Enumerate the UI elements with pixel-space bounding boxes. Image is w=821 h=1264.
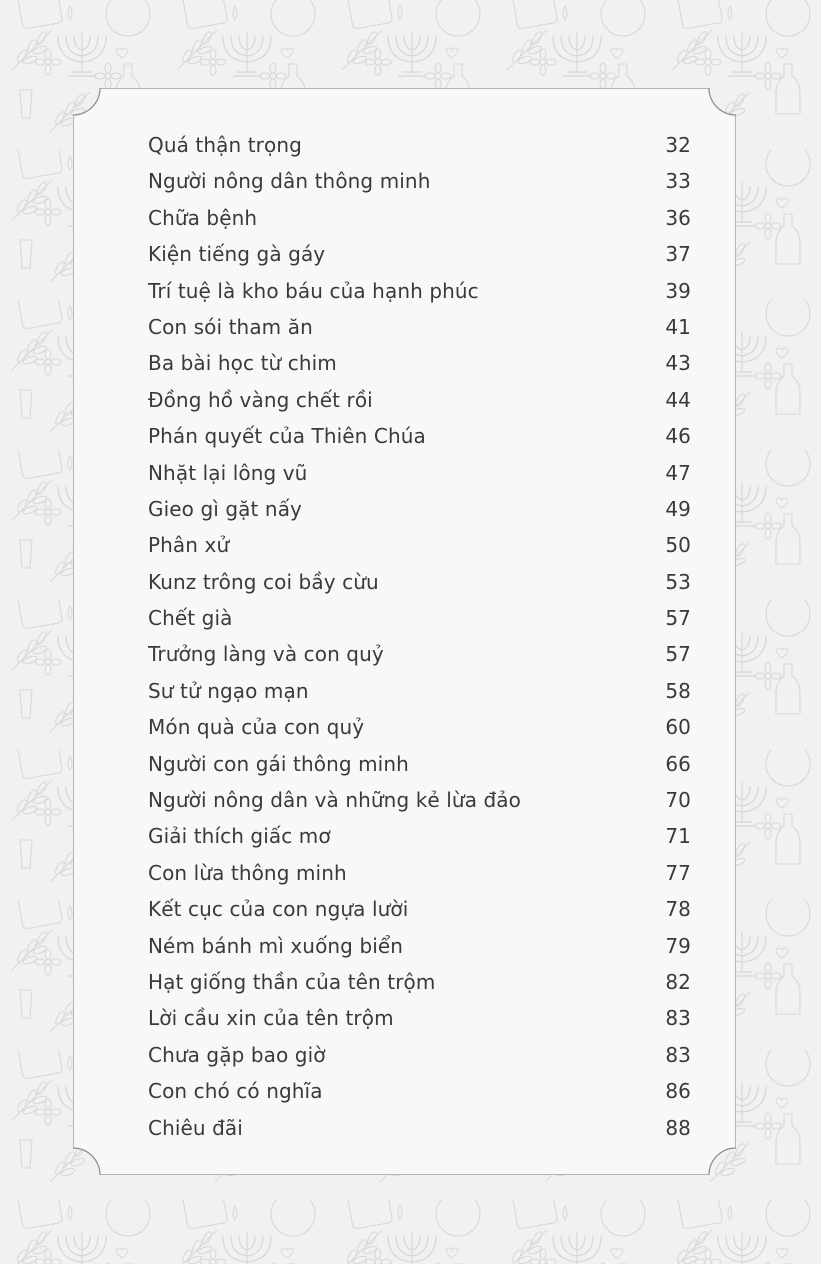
toc-entry-title: Món quà của con quỷ: [148, 715, 365, 740]
toc-entry-page-number: 41: [665, 314, 691, 339]
toc-entry-page-number: 47: [665, 460, 691, 485]
toc-entry-page-number: 50: [665, 533, 691, 558]
toc-entry[interactable]: [148, 418, 691, 454]
toc-entry-title: Sư tử ngạo mạn: [148, 678, 309, 703]
toc-entry-title: Gieo gì gặt nấy: [148, 496, 302, 521]
toc-entry-page-number: 33: [665, 169, 691, 194]
toc-entry[interactable]: [148, 127, 691, 163]
toc-entry-title: Ba bài học từ chim: [148, 351, 337, 376]
toc-entry-page-number: 88: [665, 1115, 691, 1140]
toc-entry[interactable]: [148, 382, 691, 418]
toc-entry-title: Lời cầu xin của tên trộm: [148, 1006, 394, 1031]
toc-entry-page-number: 70: [665, 788, 691, 813]
toc-entry-page-number: 32: [665, 133, 691, 157]
toc-entry[interactable]: [148, 600, 691, 636]
toc-entry-page-number: 82: [665, 969, 691, 994]
toc-entry[interactable]: [148, 1073, 691, 1109]
toc-entry[interactable]: [148, 746, 691, 782]
toc-entry-page-number: 46: [665, 424, 691, 449]
toc-entry-title: Kết cục của con ngựa lười: [148, 897, 409, 922]
toc-entry-title: Con sói tham ăn: [148, 314, 313, 339]
toc-entry-title: Nhặt lại lông vũ: [148, 460, 308, 485]
toc-entry[interactable]: [148, 455, 691, 491]
toc-entry-page-number: 57: [665, 606, 691, 631]
toc-entry-page-number: 71: [665, 824, 691, 849]
toc-entry-page-number: 53: [665, 569, 691, 594]
toc-entry[interactable]: [148, 236, 691, 272]
toc-entry-title: Chết già: [148, 606, 233, 631]
toc-entry-title: Phán quyết của Thiên Chúa: [148, 424, 426, 449]
toc-entry[interactable]: [148, 964, 691, 1000]
toc-entry[interactable]: [148, 491, 691, 527]
toc-entry[interactable]: [148, 709, 691, 745]
toc-entry[interactable]: [148, 673, 691, 709]
toc-entry-title: Quá thận trọng: [148, 133, 302, 157]
toc-entry[interactable]: [148, 564, 691, 600]
toc-entry-page-number: 83: [665, 1006, 691, 1031]
toc-entry-title: Người nông dân và những kẻ lừa đảo: [148, 788, 521, 813]
toc-entry-page-number: 60: [665, 715, 691, 740]
toc-entry[interactable]: [148, 1110, 691, 1146]
toc-entry-title: Người con gái thông minh: [148, 751, 409, 776]
toc-entry[interactable]: [148, 891, 691, 927]
toc-entry-title: Kiện tiếng gà gáy: [148, 242, 326, 267]
toc-entry-title: Con lừa thông minh: [148, 860, 347, 885]
toc-entry-page-number: 58: [665, 678, 691, 703]
toc-entry[interactable]: [148, 855, 691, 891]
toc-entry-title: Chưa gặp bao giờ: [148, 1042, 326, 1067]
toc-entry[interactable]: [148, 163, 691, 199]
toc-entry-page-number: 86: [665, 1079, 691, 1104]
toc-entry-title: Phân xử: [148, 533, 230, 558]
toc-entry[interactable]: [148, 636, 691, 672]
toc-entry[interactable]: [148, 345, 691, 381]
toc-entry-title: Trí tuệ là kho báu của hạnh phúc: [148, 278, 479, 303]
toc-entry-title: Hạt giống thần của tên trộm: [148, 969, 436, 994]
toc-entry[interactable]: [148, 527, 691, 563]
table-of-contents: [148, 127, 691, 1146]
toc-entry-page-number: 83: [665, 1042, 691, 1067]
toc-entry-title: Ném bánh mì xuống biển: [148, 933, 404, 958]
toc-entry-title: Đồng hồ vàng chết rồi: [148, 387, 373, 412]
toc-entry-title: Người nông dân thông minh: [148, 169, 431, 194]
toc-entry-page-number: 36: [665, 205, 691, 230]
toc-entry-page-number: 43: [665, 351, 691, 376]
toc-entry-title: Kunz trông coi bầy cừu: [148, 569, 379, 594]
toc-entry[interactable]: [148, 200, 691, 236]
toc-entry[interactable]: [148, 928, 691, 964]
toc-entry[interactable]: [148, 1000, 691, 1036]
toc-entry[interactable]: [148, 782, 691, 818]
toc-entry-page-number: 77: [665, 860, 691, 885]
toc-entry-title: Chiêu đãi: [148, 1115, 243, 1140]
toc-entry-title: Giải thích giấc mơ: [148, 824, 331, 849]
toc-entry-page-number: 44: [665, 387, 691, 412]
toc-entry-page-number: 37: [665, 242, 691, 267]
toc-entry[interactable]: [148, 273, 691, 309]
toc-entry-title: Chữa bệnh: [148, 205, 258, 230]
toc-entry[interactable]: [148, 818, 691, 854]
toc-entry[interactable]: [148, 1037, 691, 1073]
toc-entry-page-number: 57: [665, 642, 691, 667]
toc-entry[interactable]: [148, 309, 691, 345]
toc-entry-page-number: 39: [665, 278, 691, 303]
toc-entry-page-number: 79: [665, 933, 691, 958]
toc-entry-page-number: 66: [665, 751, 691, 776]
toc-entry-title: Trưởng làng và con quỷ: [148, 642, 384, 667]
toc-entry-page-number: 78: [665, 897, 691, 922]
toc-entry-title: Con chó có nghĩa: [148, 1079, 323, 1104]
toc-entry-page-number: 49: [665, 496, 691, 521]
